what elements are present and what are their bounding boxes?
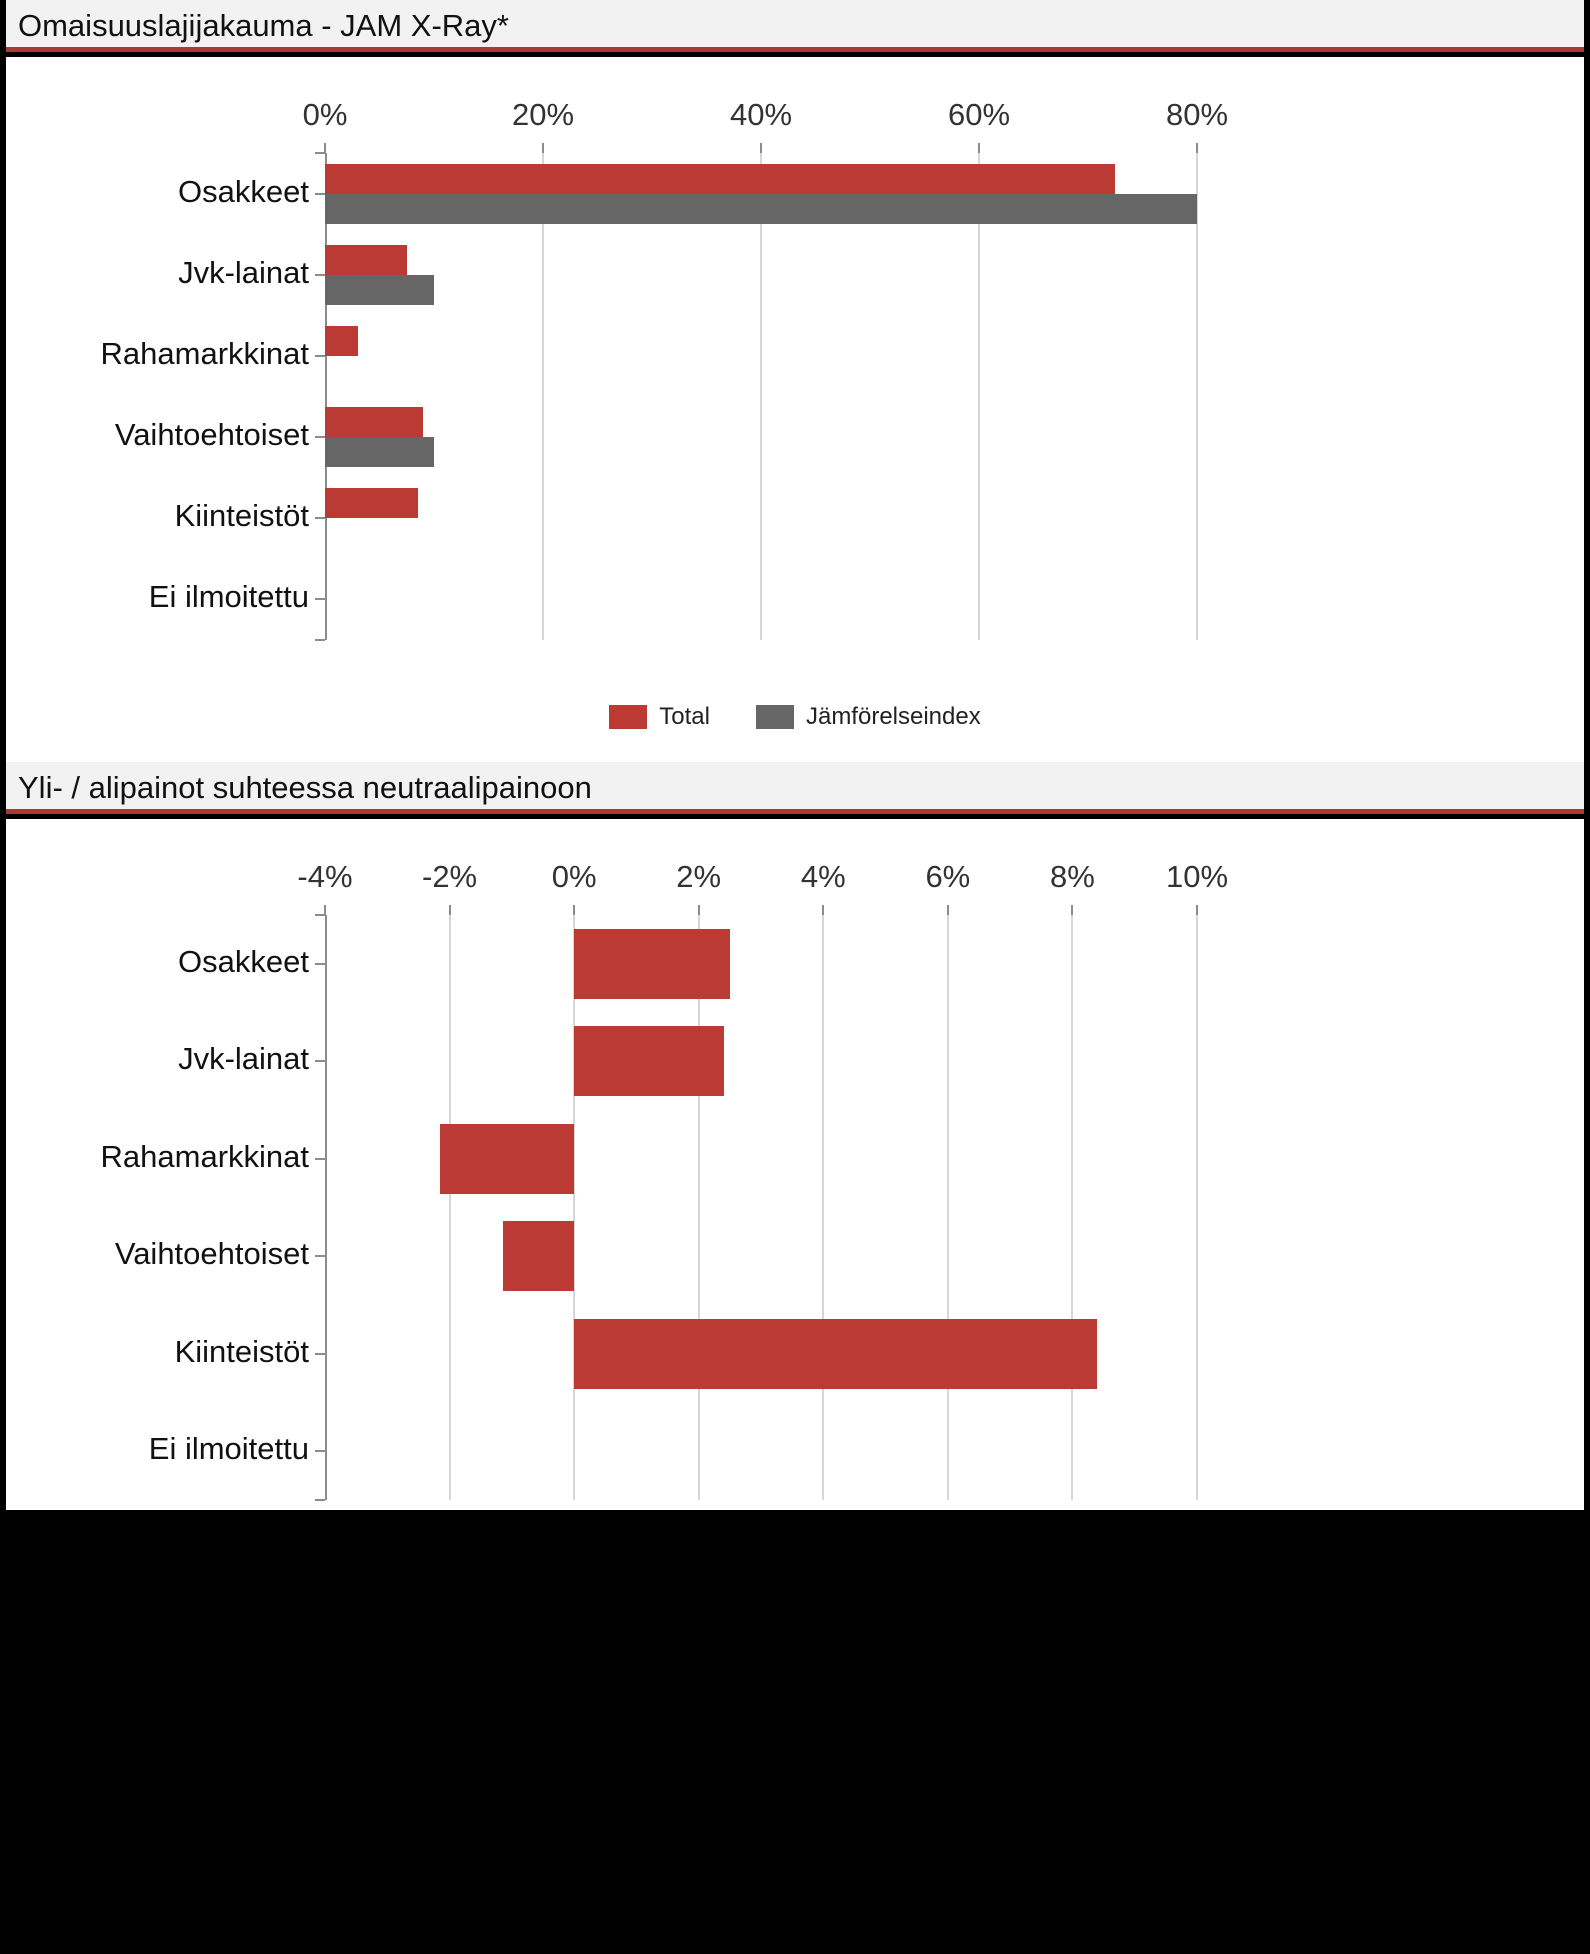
category-tick-mark xyxy=(315,274,325,276)
gridline xyxy=(698,915,700,1500)
category-tick-mark xyxy=(315,355,325,357)
category-label-osakkeet: Osakkeet xyxy=(178,943,309,979)
bar-j-mf-relseindex-vaihtoehtoiset xyxy=(325,437,434,467)
x-axis-tick-label: 20% xyxy=(511,97,575,132)
legend-label-total: Total xyxy=(659,703,710,730)
allocation-section-title: Omaisuuslajijakauma - JAM X-Ray* xyxy=(18,8,509,43)
legend-swatch-total xyxy=(609,705,647,729)
x-axis-tick-mark xyxy=(573,905,575,915)
bar-total-kiinteist-t xyxy=(325,488,418,518)
x-axis-tick-mark xyxy=(542,143,544,153)
bar-j-mf-relseindex-jvk-lainat xyxy=(325,275,434,305)
plot-area xyxy=(325,153,1197,640)
category-label-vaihtoehtoiset: Vaihtoehtoiset xyxy=(114,417,309,453)
x-axis-tick-label: 4% xyxy=(800,859,846,894)
x-axis-tick-mark xyxy=(698,905,700,915)
category-label-jvk-lainat: Jvk-lainat xyxy=(178,254,309,290)
x-axis-tick-label: -2% xyxy=(421,859,478,894)
gridline xyxy=(542,153,544,640)
category-tick-mark xyxy=(315,1353,325,1355)
y-axis-end-tick xyxy=(315,914,325,916)
plot-area xyxy=(325,915,1197,1500)
category-label-rahamarkkinat: Rahamarkkinat xyxy=(100,1138,309,1174)
category-tick-mark xyxy=(315,598,325,600)
category-tick-mark xyxy=(315,963,325,965)
category-label-ei-ilmoitettu: Ei ilmoitettu xyxy=(148,1431,309,1467)
x-axis-tick-label: 2% xyxy=(676,859,722,894)
gridline xyxy=(822,915,824,1500)
x-axis-tick-label: -4% xyxy=(297,859,353,894)
bar-total-rahamarkkinat xyxy=(325,326,358,356)
category-tick-mark xyxy=(315,1060,325,1062)
chart-legend xyxy=(6,695,1584,739)
category-label-vaihtoehtoiset: Vaihtoehtoiset xyxy=(114,1236,309,1272)
y-axis-end-tick xyxy=(315,1499,325,1501)
legend-item-benchmark xyxy=(756,703,981,731)
bar-yli-alipaino-jvk-lainat xyxy=(574,1026,723,1096)
x-axis-tick-label: 0% xyxy=(302,97,348,132)
x-axis-tick-mark xyxy=(449,905,451,915)
weights-bar-chart xyxy=(6,819,1584,1510)
x-axis-tick-mark xyxy=(822,905,824,915)
gridline xyxy=(1071,915,1073,1500)
category-label-ei-ilmoitettu: Ei ilmoitettu xyxy=(148,579,309,615)
category-label-jvk-lainat: Jvk-lainat xyxy=(178,1041,309,1077)
gridline xyxy=(1196,153,1198,640)
legend-label-benchmark: Jämförelseindex xyxy=(805,703,981,730)
y-axis-line xyxy=(325,153,327,640)
category-label-osakkeet: Osakkeet xyxy=(178,173,309,209)
gridline xyxy=(573,915,575,1500)
gridline xyxy=(1196,915,1198,1500)
x-axis-tick-label: 10% xyxy=(1165,859,1229,894)
gridline xyxy=(449,915,451,1500)
category-tick-mark xyxy=(315,436,325,438)
allocation-section-header xyxy=(6,0,1584,52)
bar-yli-alipaino-vaihtoehtoiset xyxy=(503,1221,575,1291)
bar-total-vaihtoehtoiset xyxy=(325,407,423,437)
x-axis-tick-label: 6% xyxy=(925,859,971,894)
x-axis-tick-mark xyxy=(1071,905,1073,915)
category-label-kiinteist-t: Kiinteistöt xyxy=(174,498,309,534)
y-axis-end-tick xyxy=(315,152,325,154)
x-axis-tick-label: 0% xyxy=(551,859,597,894)
bar-total-osakkeet xyxy=(325,164,1115,194)
x-axis-tick-label: 40% xyxy=(729,97,793,132)
category-label-kiinteist-t: Kiinteistöt xyxy=(174,1333,309,1369)
x-axis-tick-mark xyxy=(978,143,980,153)
x-axis-tick-mark xyxy=(947,905,949,915)
bar-yli-alipaino-osakkeet xyxy=(574,929,730,999)
bar-total-jvk-lainat xyxy=(325,245,407,275)
category-tick-mark xyxy=(315,517,325,519)
gridline xyxy=(978,153,980,640)
bar-j-mf-relseindex-osakkeet xyxy=(325,194,1197,224)
weights-section-header xyxy=(6,762,1584,814)
allocation-bar-chart xyxy=(6,57,1584,762)
gridline xyxy=(760,153,762,640)
bar-yli-alipaino-rahamarkkinat xyxy=(440,1124,574,1194)
y-axis-line xyxy=(325,915,327,1500)
x-axis-tick-label: 80% xyxy=(1165,97,1229,132)
category-tick-mark xyxy=(315,193,325,195)
weights-section-title: Yli- / alipainot suhteessa neutraalipainoon xyxy=(18,770,592,805)
x-axis-tick-mark xyxy=(1196,905,1198,915)
legend-item-total xyxy=(609,703,710,731)
weights-chart-panel xyxy=(6,819,1584,1510)
gridline xyxy=(947,915,949,1500)
x-axis-tick-mark xyxy=(1196,143,1198,153)
category-tick-mark xyxy=(315,1450,325,1452)
category-tick-mark xyxy=(315,1255,325,1257)
category-tick-mark xyxy=(315,1158,325,1160)
x-axis-tick-mark xyxy=(760,143,762,153)
y-axis-end-tick xyxy=(315,639,325,641)
x-axis-tick-label: 8% xyxy=(1050,859,1095,894)
allocation-chart-panel xyxy=(6,57,1584,762)
legend-swatch-benchmark xyxy=(756,705,794,729)
bar-yli-alipaino-kiinteist-t xyxy=(574,1319,1097,1389)
category-label-rahamarkkinat: Rahamarkkinat xyxy=(100,336,309,372)
x-axis-tick-label: 60% xyxy=(947,97,1011,132)
